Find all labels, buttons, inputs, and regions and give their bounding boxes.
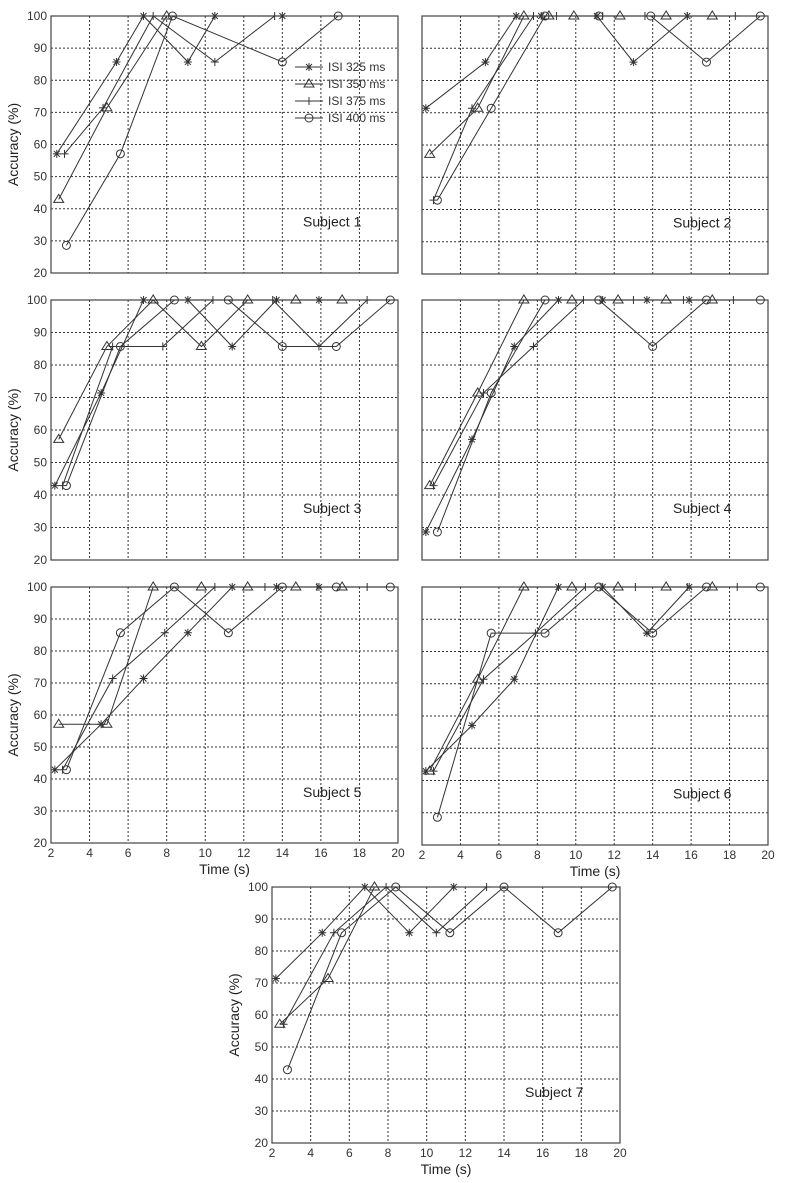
- y-axis-label: Accuracy (%): [5, 388, 21, 472]
- triangle-marker-icon: [519, 11, 529, 19]
- x-tick-label: 4: [457, 848, 464, 862]
- x-tick-label: 16: [684, 848, 698, 862]
- triangle-marker-icon: [569, 11, 579, 19]
- star-marker-icon: [272, 975, 280, 983]
- star-marker-icon: [184, 629, 192, 637]
- subject-label: Subject 3: [303, 500, 362, 517]
- star-marker-icon: [228, 342, 236, 350]
- star-marker-icon: [318, 929, 326, 937]
- y-tick-label: 70: [254, 976, 268, 990]
- y-tick-label: 40: [33, 201, 47, 216]
- x-tick-label: 12: [607, 848, 621, 862]
- y-tick-label: 70: [33, 105, 47, 120]
- chart-subject-6: [419, 582, 775, 879]
- star-marker-icon: [510, 675, 518, 683]
- plus-marker-icon: [271, 12, 279, 20]
- chart-subject-2: [422, 11, 768, 274]
- y-tick-label: 60: [33, 423, 47, 437]
- plus-marker-icon: [683, 583, 691, 591]
- grid-lines: [422, 587, 768, 845]
- triangle-marker-icon: [661, 582, 671, 590]
- chart-subject-3: [5, 293, 398, 567]
- x-tick-label: 14: [275, 846, 290, 860]
- series-isi-350-ms: [425, 295, 718, 489]
- y-tick-label: 20: [254, 1136, 268, 1150]
- plus-marker-icon: [631, 583, 639, 591]
- y-tick-label: 20: [33, 553, 47, 567]
- star-marker-icon: [51, 482, 59, 490]
- y-tick-label: 90: [33, 325, 47, 340]
- chart-subject-4: [422, 295, 768, 560]
- y-tick-label: 100: [26, 293, 47, 307]
- triangle-marker-icon: [291, 295, 301, 303]
- x-tick-label: 12: [458, 1146, 473, 1160]
- triangle-marker-icon: [661, 295, 671, 303]
- subject-label: Subject 6: [673, 785, 732, 802]
- grid-lines: [272, 887, 620, 1143]
- y-tick-label: 40: [33, 772, 47, 786]
- triangle-marker-icon: [369, 882, 379, 890]
- x-tick-label: 8: [533, 848, 541, 862]
- x-tick-label: 20: [391, 846, 405, 860]
- y-tick-label: 30: [33, 233, 47, 248]
- y-tick-label: 80: [33, 358, 47, 372]
- triangle-marker-icon: [661, 11, 671, 19]
- x-tick-label: 20: [613, 1146, 627, 1160]
- chart-subject-1: [5, 9, 398, 280]
- star-marker-icon: [51, 766, 59, 774]
- y-tick-label: 80: [254, 944, 268, 958]
- plus-marker-icon: [731, 12, 739, 20]
- plus-marker-icon: [529, 12, 537, 20]
- x-tick-label: 2: [268, 1146, 276, 1160]
- y-tick-label: 80: [33, 644, 47, 658]
- star-marker-icon: [405, 929, 413, 937]
- y-tick-label: 60: [33, 708, 47, 722]
- triangle-marker-icon: [615, 11, 625, 19]
- series-isi-325-ms: [272, 883, 458, 983]
- triangle-marker-icon: [707, 11, 717, 19]
- subject-label: Subject 7: [525, 1083, 584, 1100]
- series-isi-400-ms: [283, 883, 616, 1074]
- plus-marker-icon: [629, 296, 637, 304]
- y-tick-label: 30: [33, 520, 47, 535]
- y-tick-label: 100: [26, 9, 47, 23]
- y-axis-label: Accuracy (%): [5, 673, 21, 757]
- y-tick-label: 40: [33, 488, 47, 502]
- x-tick-label: 18: [722, 848, 737, 862]
- y-tick-label: 50: [33, 455, 47, 470]
- x-tick-label: 4: [307, 1146, 315, 1160]
- x-tick-label: 6: [495, 848, 503, 862]
- y-tick-label: 70: [33, 390, 47, 405]
- subject-label: Subject 1: [303, 213, 362, 230]
- x-tick-label: 20: [761, 848, 775, 862]
- series-isi-400-ms: [62, 12, 342, 249]
- x-tick-label: 10: [419, 1146, 434, 1160]
- grid-lines: [422, 300, 768, 560]
- grid-lines: [422, 16, 768, 274]
- x-tick-label: 18: [574, 1146, 589, 1160]
- circle-marker-icon: [283, 1066, 291, 1074]
- x-tick-label: 8: [163, 846, 171, 860]
- series-isi-375-ms: [59, 583, 372, 774]
- y-tick-label: 60: [33, 137, 47, 152]
- series-isi-350-ms: [54, 295, 347, 442]
- x-tick-label: 18: [352, 846, 367, 860]
- x-tick-label: 2: [47, 846, 55, 860]
- triangle-marker-icon: [148, 295, 158, 303]
- star-marker-icon: [53, 150, 61, 158]
- x-tick-label: 16: [314, 846, 328, 860]
- plus-marker-icon: [261, 583, 269, 591]
- plus-marker-icon: [149, 12, 157, 20]
- x-axis-label: Time (s): [420, 1161, 472, 1177]
- y-tick-label: 100: [247, 880, 268, 894]
- star-marker-icon: [113, 58, 121, 66]
- triangle-marker-icon: [148, 582, 158, 590]
- y-tick-label: 50: [254, 1040, 268, 1054]
- star-marker-icon: [422, 528, 430, 536]
- x-tick-label: 2: [418, 848, 426, 862]
- series-isi-375-ms: [59, 296, 372, 490]
- y-tick-label: 20: [33, 836, 47, 850]
- star-marker-icon: [211, 12, 219, 20]
- y-tick-label: 50: [33, 740, 47, 754]
- y-axis-label: Accuracy (%): [5, 102, 21, 187]
- star-marker-icon: [629, 58, 637, 66]
- y-tick-label: 20: [33, 266, 47, 280]
- x-tick-label: 6: [345, 1146, 353, 1160]
- plus-marker-icon: [211, 58, 219, 66]
- star-marker-icon: [184, 58, 192, 66]
- subject-label: Subject 5: [303, 783, 362, 800]
- series-isi-400-ms: [62, 296, 394, 490]
- y-axis-label: Accuracy (%): [226, 973, 242, 1057]
- legend-entry-label: ISI 400 ms: [328, 111, 386, 125]
- y-tick-label: 40: [254, 1072, 268, 1086]
- star-marker-icon: [422, 104, 430, 112]
- star-marker-icon: [305, 63, 313, 71]
- triangle-marker-icon: [519, 582, 529, 590]
- y-tick-label: 90: [254, 912, 268, 926]
- star-marker-icon: [278, 12, 286, 20]
- star-marker-icon: [481, 58, 489, 66]
- x-tick-label: 8: [384, 1146, 392, 1160]
- triangle-marker-icon: [54, 719, 64, 727]
- y-tick-label: 90: [33, 41, 47, 56]
- grid-lines: [51, 587, 398, 843]
- subject-label: Subject 2: [673, 214, 732, 231]
- triangle-marker-icon: [291, 582, 301, 590]
- series-isi-350-ms: [425, 11, 718, 157]
- series-isi-375-ms: [280, 883, 491, 1028]
- subject-label: Subject 4: [673, 500, 732, 517]
- y-tick-label: 30: [33, 804, 47, 818]
- legend-entry-label: ISI 350 ms: [328, 77, 386, 91]
- series-isi-375-ms: [430, 12, 740, 204]
- y-tick-label: 30: [254, 1104, 268, 1118]
- legend-entry-label: ISI 325 ms: [328, 60, 386, 74]
- triangle-marker-icon: [337, 295, 347, 303]
- series-isi-375-ms: [430, 583, 742, 775]
- plus-marker-icon: [305, 97, 313, 105]
- x-tick-label: 4: [86, 846, 93, 860]
- series-isi-400-ms: [433, 12, 764, 204]
- star-marker-icon: [468, 721, 476, 729]
- x-axis-label: Time (s): [199, 861, 250, 877]
- star-marker-icon: [361, 883, 369, 891]
- series-isi-375-ms: [60, 12, 278, 158]
- x-tick-label: 16: [535, 1146, 550, 1160]
- y-tick-label: 90: [33, 612, 47, 626]
- x-tick-label: 10: [569, 848, 583, 862]
- y-tick-label: 70: [33, 676, 47, 690]
- y-tick-label: 60: [254, 1008, 268, 1022]
- star-marker-icon: [140, 296, 148, 304]
- y-tick-label: 50: [33, 169, 47, 184]
- series-isi-325-ms: [422, 12, 691, 112]
- y-tick-label: 80: [33, 73, 47, 88]
- star-marker-icon: [450, 883, 458, 891]
- triangle-marker-icon: [519, 295, 529, 303]
- legend: [295, 60, 385, 125]
- x-tick-label: 10: [198, 846, 212, 860]
- series-isi-350-ms: [54, 11, 172, 202]
- star-marker-icon: [140, 12, 148, 20]
- series-isi-350-ms: [275, 882, 380, 1027]
- chart-subject-7: [226, 880, 627, 1177]
- legend-entry-label: ISI 375 ms: [328, 94, 386, 108]
- star-marker-icon: [140, 675, 148, 683]
- y-tick-label: 100: [26, 580, 47, 594]
- chart-subject-5: [5, 580, 405, 877]
- x-tick-label: 14: [645, 848, 660, 862]
- x-tick-label: 14: [497, 1146, 511, 1160]
- circle-marker-icon: [433, 528, 441, 536]
- x-tick-label: 6: [124, 846, 132, 860]
- star-marker-icon: [510, 342, 518, 350]
- x-axis-label: Time (s): [569, 863, 621, 879]
- x-tick-label: 12: [237, 846, 251, 860]
